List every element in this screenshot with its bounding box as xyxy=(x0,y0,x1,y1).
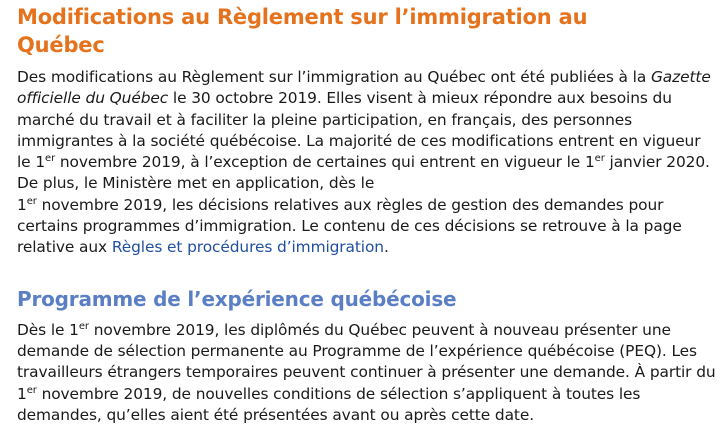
text: novembre 2019, à l’exception de certaines qui entrent en vigueur le 1 xyxy=(55,153,595,172)
section-title-reglement-line2: Québec xyxy=(17,33,105,57)
regles-procedures-link[interactable]: Règles et procédures d’immigration xyxy=(111,238,384,257)
ordinal-sup: er xyxy=(26,195,37,207)
text: novembre 2019, de nouvelles conditions de sélection s’appliquent à toutes les demandes, qu’elles aient été présentées avant ou après cette date. xyxy=(17,384,641,424)
text: le 30 octobre 2019. Elles visent à mieux répondre aux besoins du marché du travail et à faciliter la pleine participation, en français, des personnes immigrantes à la société québécoise. La majorité de ces modifications entrent en vigueur le 1 xyxy=(17,89,701,172)
ordinal-sup: er xyxy=(594,153,605,165)
ordinal-sup: er xyxy=(26,384,37,396)
text: novembre 2019, les décisions relatives aux règles de gestion des demandes pour certains programmes d’immigration. Le contenu de ces décisions se retrouve à la page relative aux xyxy=(17,195,682,257)
text: Dès le 1 xyxy=(17,320,79,339)
text: Des modifications au Règlement sur l’immigration au Québec ont été publiées à la xyxy=(17,68,651,86)
reglement-paragraph xyxy=(17,67,717,259)
text: . xyxy=(383,238,389,257)
section-title-reglement xyxy=(17,0,726,59)
ordinal-sup: er xyxy=(45,153,56,165)
peq-paragraph xyxy=(17,320,717,426)
ordinal-sup: er xyxy=(78,320,89,332)
text: 1 xyxy=(17,195,27,214)
section-title-peq: Programme de l’expérience québécoise xyxy=(17,286,457,311)
gazette-title: Gazette officielle du Québec xyxy=(17,68,711,108)
text: novembre 2019, les diplômés du Québec peuvent à nouveau présenter une demande de sélection permanente au Programme de l’expérience québécoise (PEQ). Les travailleurs étrangers temporaires peuvent continuer à présenter une demande. À partir du 1 xyxy=(17,320,716,403)
section-title-reglement-line1: Modifications au Règlement sur l’immigration au xyxy=(17,5,588,29)
text: janvier 2020. De plus, le Ministère met en application, dès le xyxy=(17,153,710,193)
